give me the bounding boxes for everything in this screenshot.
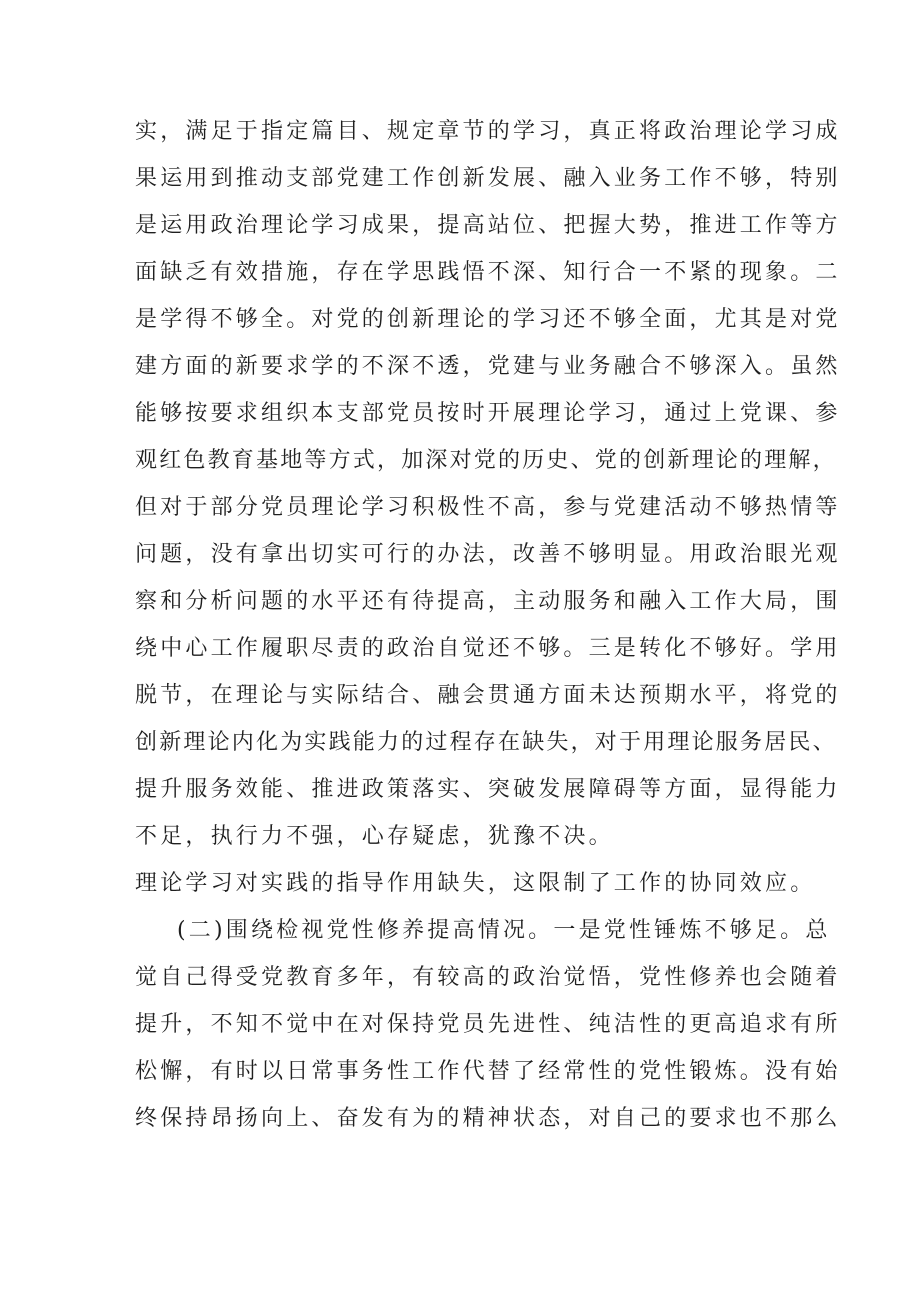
body-text-line: 察和分析问题的水平还有待提高，主动服务和融入工作大局，围 <box>135 589 841 614</box>
body-text-line: 理论学习对实践的指导作用缺失，这限制了工作的协同效应。 <box>135 871 816 896</box>
body-text-line: 能够按要求组织本支部党员按时开展理论学习，通过上党课、参 <box>135 401 841 426</box>
body-text-line: 果运用到推动支部党建工作创新发展、融入业务工作不够，特别 <box>135 166 841 191</box>
body-text-line: 面缺乏有效措施，存在学思践悟不深、知行合一不紧的现象。二 <box>135 260 841 285</box>
body-text-line: 是运用政治理论学习成果，提高站位、把握大势，推进工作等方 <box>135 213 841 238</box>
body-text-line: 问题，没有拿出切实可行的办法，改善不够明显。用政治眼光观 <box>135 542 841 567</box>
body-text-line: 是学得不够全。对党的创新理论的学习还不够全面，尤其是对党 <box>135 307 841 332</box>
body-text-line: 提升，不知不觉中在对保持党员先进性、纯洁性的更高追求有所 <box>135 1012 841 1037</box>
section-heading-line: (二)围绕检视党性修养提高情况。一是党性锤炼不够足。总 <box>177 918 831 943</box>
body-text-line: 实，满足于指定篇目、规定章节的学习，真正将政治理论学习成 <box>135 119 841 144</box>
body-text-line: 观红色教育基地等方式，加深对党的历史、党的创新理论的理解， <box>135 448 837 473</box>
body-text-line: 松懈，有时以日常事务性工作代替了经常性的党性锻炼。没有始 <box>135 1059 841 1084</box>
body-text-line: 绕中心工作履职尽责的政治自觉还不够。三是转化不够好。学用 <box>135 636 841 661</box>
body-text-line: 建方面的新要求学的不深不透，党建与业务融合不够深入。虽然 <box>135 354 841 379</box>
body-text-line: 不足，执行力不强，心存疑虑，犹豫不决。 <box>135 824 614 849</box>
body-text-line: 但对于部分党员理论学习积极性不高，参与党建活动不够热情等 <box>135 495 841 520</box>
body-text-line: 觉自己得受党教育多年，有较高的政治觉悟，党性修养也会随着 <box>135 965 841 990</box>
body-text-line: 脱节，在理论与实际结合、融会贯通方面未达预期水平，将党的 <box>135 683 841 708</box>
body-text-line: 创新理论内化为实践能力的过程存在缺失，对于用理论服务居民、 <box>135 730 837 755</box>
body-text-line: 提升服务效能、推进政策落实、突破发展障碍等方面，显得能力 <box>135 777 841 802</box>
body-text-line: 终保持昂扬向上、奋发有为的精神状态，对自己的要求也不那么 <box>135 1106 841 1131</box>
